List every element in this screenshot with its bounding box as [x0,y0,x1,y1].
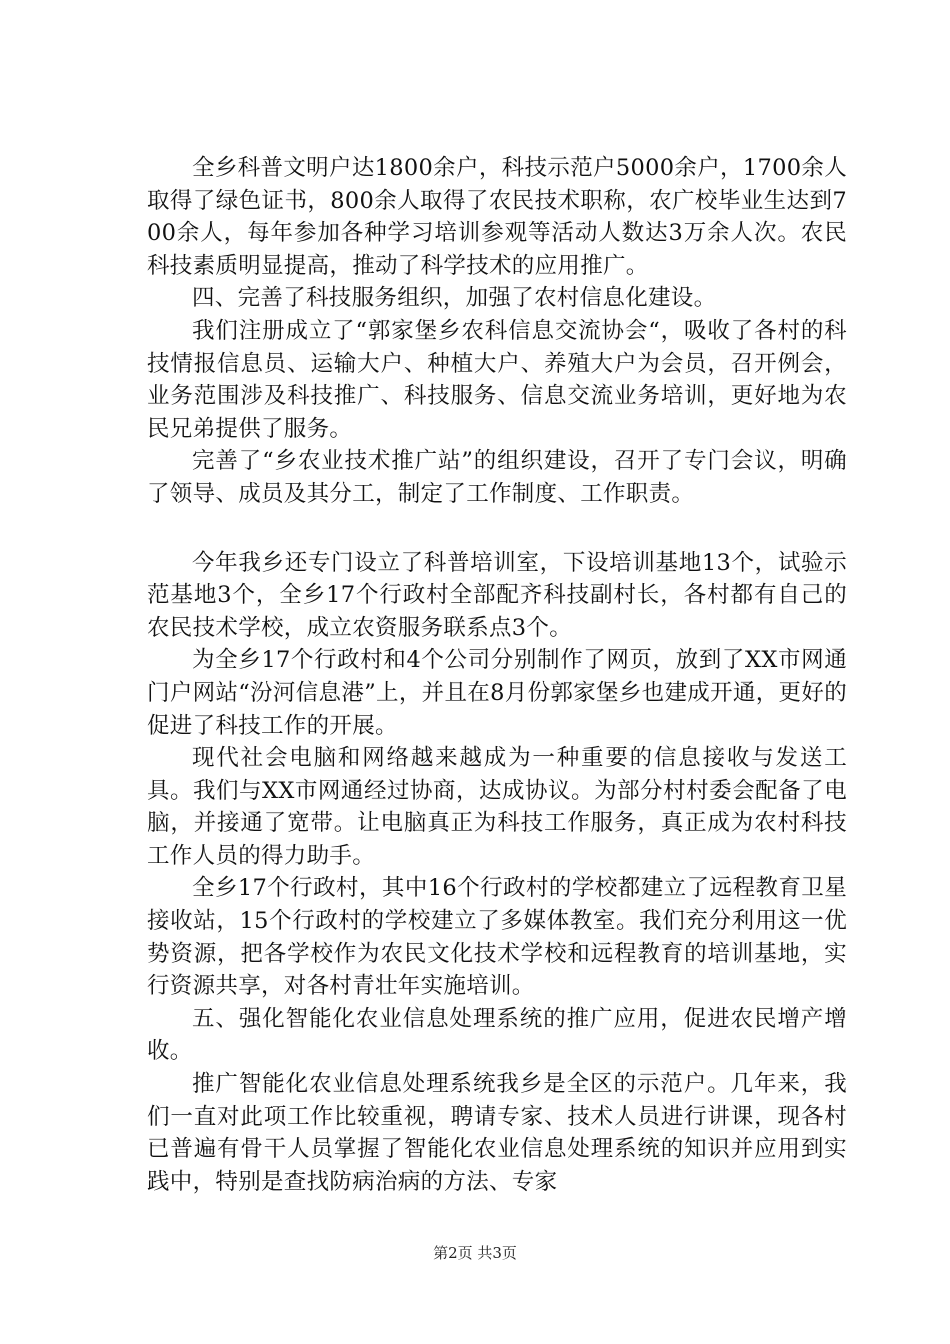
document-body [147,152,847,1198]
paragraph-association: 我们注册成立了“郭家堡乡农科信息交流协会“，吸收了各村的科技情报信息员、运输大户、种植大户、养殖大户为会员，召开例会，业务范围涉及科技推广、科技服务、信息交流业务培训，更好地为农民兄弟提供了服务。 [147,317,847,442]
section-heading-5: 五、强化智能化农业信息处理系统的推广应用，促进农民增产增收。 [147,1005,847,1065]
paragraph-computers: 现代社会电脑和网络越来越成为一种重要的信息接收与发送工具。我们与XX市网通经过协商，达成协议。为部分村村委会配备了电脑，并接通了宽带。让电脑真正为科技工作服务，真正成为农村科技工作人员的得力助手。 [147,745,847,869]
paragraph-intelligent-system: 推广智能化农业信息处理系统我乡是全区的示范户。几年来，我们一直对此项工作比较重视，聘请专家、技术人员进行讲课，现各村已普遍有骨干人员掌握了智能化农业信息处理系统的知识并应用到实践中，特别是查找防病治病的方法、专家 [147,1071,847,1195]
section-heading-4: 四、完善了科技服务组织，加强了农村信息化建设。 [192,285,717,312]
paragraph-training-room: 今年我乡还专门设立了科普培训室，下设培训基地13个，试验示范基地3个，全乡17个行政村全部配齐科技副村长，各村都有自己的农民技术学校，成立农资服务联系点3个。 [147,549,847,641]
paragraph-1: 全乡科普文明户达1800余户，科技示范户5000余户，1700余人取得了绿色证书，800余人取得了农民技术职称，农广校毕业生达到700余人，每年参加各种学习培训参观等活动人数达3万余人次。农民科技素质明显提高，推动了科学技术的应用推广。 [147,155,847,279]
paragraph-remote-education: 全乡17个行政村，其中16个行政村的学校都建立了远程教育卫星接收站，15个行政村的学校建立了多媒体教室。我们充分利用这一优势资源，把各学校作为农民文化技术学校和远程教育的培训基地，实行资源共享，对各村青壮年实施培训。 [147,875,847,1000]
paragraph-extension-station: 完善了“乡农业技术推广站”的组织建设，召开了专门会议，明确了领导、成员及其分工，制定了工作制度、工作职责。 [147,448,847,507]
paragraph-webpages: 为全乡17个行政村和4个公司分别制作了网页，放到了XX市网通门户网站“汾河信息港”上，并且在8月份郭家堡乡也建成开通，更好的促进了科技工作的开展。 [147,647,847,739]
page-footer: 第2页 共3页 [433,1244,517,1262]
